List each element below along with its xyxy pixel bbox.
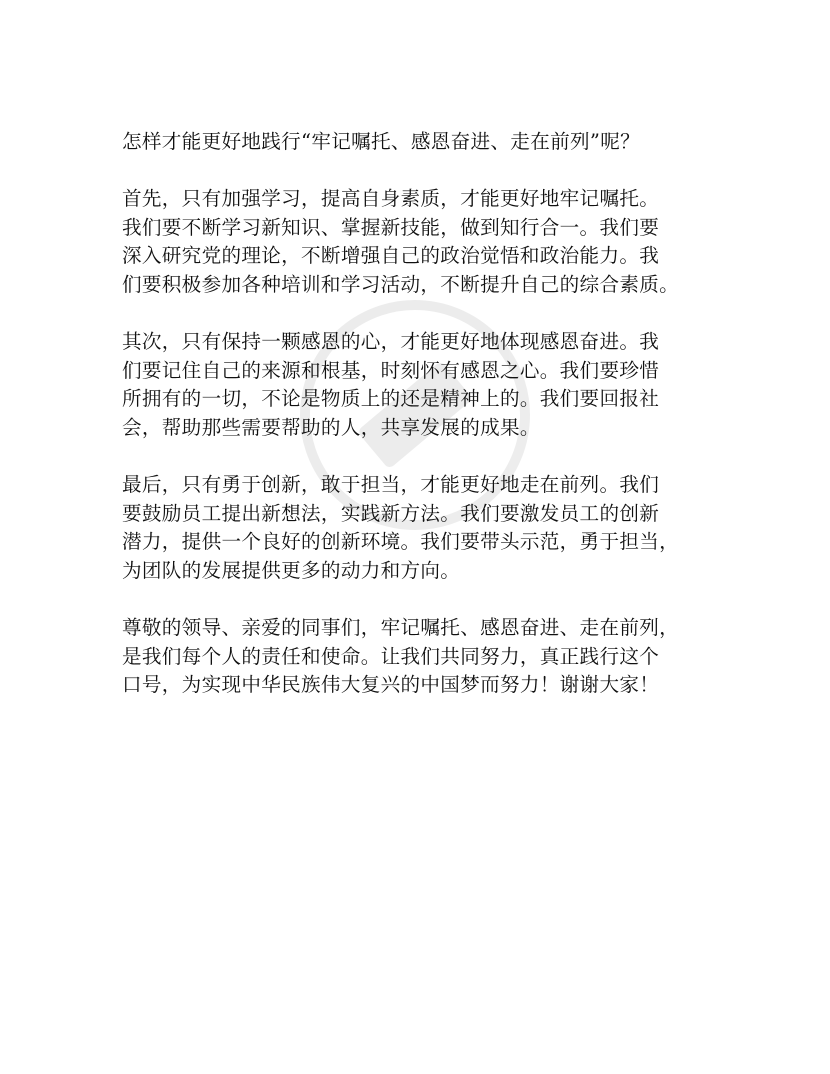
intro-question: [122, 128, 722, 157]
document-body: [122, 128, 722, 728]
text-line: 会，帮助那些需要帮助的人，共享发展的成果。: [122, 415, 540, 439]
text-line: 口号，为实现中华民族伟大复兴的中国梦而努力！谢谢大家！: [122, 673, 660, 697]
text-line: 为团队的发展提供更多的动力和方向。: [122, 558, 461, 582]
text-line: 其次，只有保持一颗感恩的心，才能更好地体现感恩奋进。我: [122, 330, 660, 354]
text-line: 要鼓励员工提出新想法，实践新方法。我们要激发员工的创新: [122, 501, 660, 525]
text-line: 们要积极参加各种培训和学习活动，不断提升自己的综合素质。: [122, 272, 680, 296]
question-line: 怎样才能更好地践行“牢记嘱托、感恩奋进、走在前列”呢？: [122, 130, 640, 153]
paragraph-second: [122, 328, 722, 442]
paragraph-closing: [122, 614, 722, 700]
text-line: 是我们每个人的责任和使命。让我们共同努力，真正践行这个: [122, 644, 660, 668]
text-line: 们要记住自己的来源和根基，时刻怀有感恩之心。我们要珍惜: [122, 358, 660, 382]
text-line: 我们要不断学习新知识、掌握新技能，做到知行合一。我们要: [122, 215, 660, 239]
text-line: 潜力，提供一个良好的创新环境。我们要带头示范，勇于担当，: [122, 530, 680, 554]
text-line: 最后，只有勇于创新，敢于担当，才能更好地走在前列。我们: [122, 473, 660, 497]
text-line: 深入研究党的理论，不断增强自己的政治觉悟和政治能力。我: [122, 244, 660, 268]
text-line: 尊敬的领导、亲爱的同事们，牢记嘱托、感恩奋进、走在前列，: [122, 616, 680, 640]
text-line: 所拥有的一切，不论是物质上的还是精神上的。我们要回报社: [122, 387, 660, 411]
text-line: 首先，只有加强学习，提高自身素质，才能更好地牢记嘱托。: [122, 187, 660, 211]
paragraph-third: [122, 471, 722, 585]
paragraph-first: [122, 185, 722, 299]
